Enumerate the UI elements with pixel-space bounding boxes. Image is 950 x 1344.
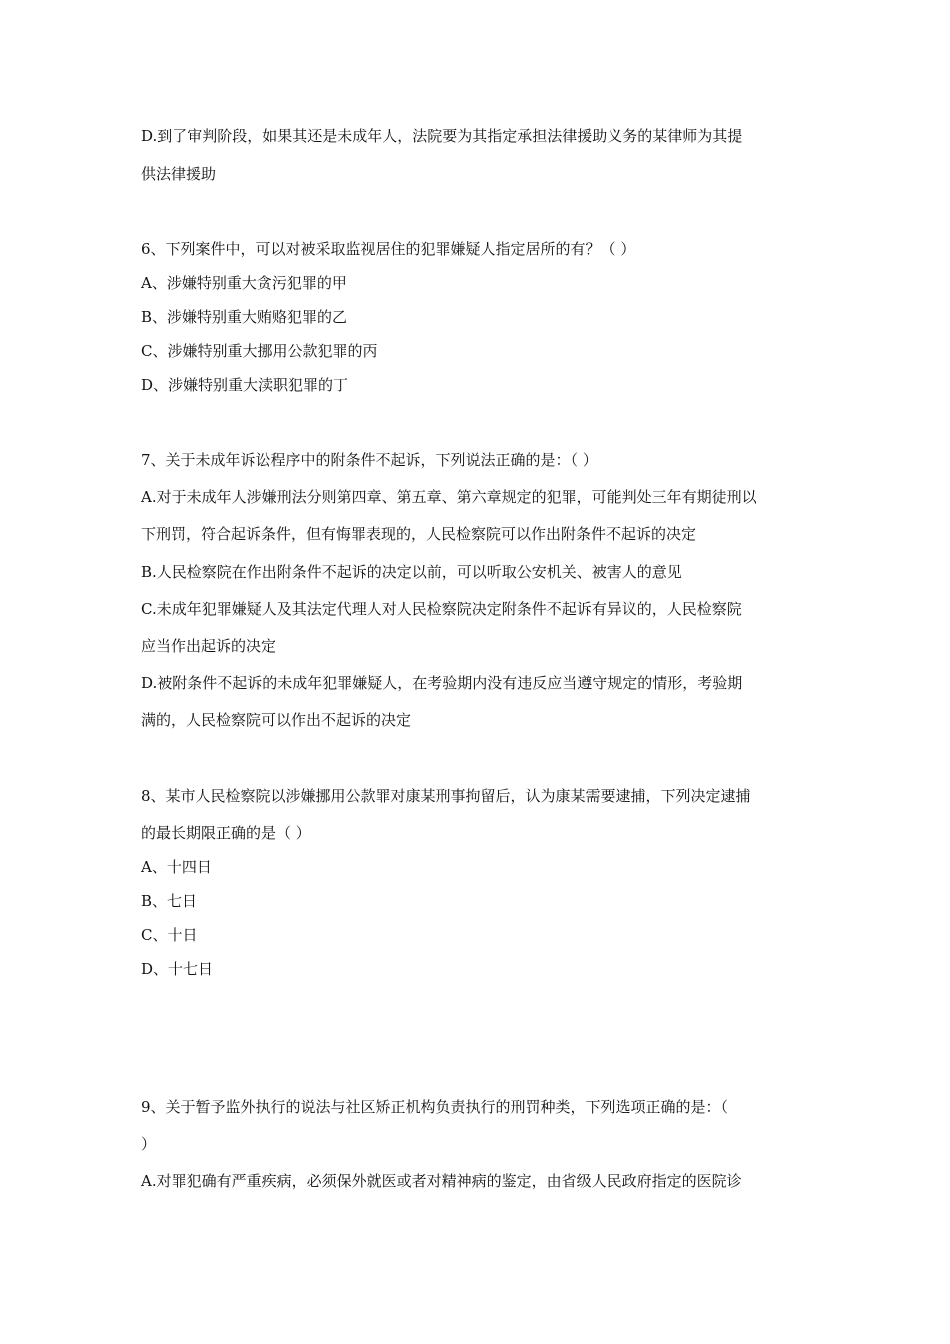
q8-stem-line2: 的最长期限正确的是（ ） xyxy=(141,824,311,842)
q8-option-c: C、十日 xyxy=(141,926,198,944)
q6-option-c: C、涉嫌特别重大挪用公款犯罪的丙 xyxy=(141,342,378,360)
q9-stem-line1: 9、关于暂予监外执行的说法与社区矫正机构负责执行的刑罚种类，下列选项正确的是：（ xyxy=(141,1098,729,1116)
q7-option-d-line1: D.被附条件不起诉的未成年犯罪嫌疑人，在考验期内没有违反应当遵守规定的情形，考验期 xyxy=(141,674,743,692)
q7-option-a-line1: A.对于未成年人涉嫌刑法分则第四章、第五章、第六章规定的犯罪，可能判处三年有期徒刑以 xyxy=(141,488,757,506)
q5-option-d-line1: D.到了审判阶段，如果其还是未成年人，法院要为其指定承担法律援助义务的某律师为其提 xyxy=(141,127,743,145)
q8-option-a: A、十四日 xyxy=(141,858,212,876)
q7-option-c-line1: C.未成年犯罪嫌疑人及其法定代理人对人民检察院决定附条件不起诉有异议的，人民检察院 xyxy=(141,600,742,618)
q6-option-b: B、涉嫌特别重大贿赂犯罪的乙 xyxy=(141,308,348,326)
q6-stem: 6、下列案件中，可以对被采取监视居住的犯罪嫌疑人指定居所的有？（ ） xyxy=(141,240,636,258)
q6-option-a: A、涉嫌特别重大贪污犯罪的甲 xyxy=(141,274,347,292)
q7-stem: 7、关于未成年诉讼程序中的附条件不起诉，下列说法正确的是：（ ） xyxy=(141,451,598,469)
q5-option-d-line2: 供法律援助 xyxy=(141,165,217,183)
q7-option-d-line2: 满的，人民检察院可以作出不起诉的决定 xyxy=(141,711,412,729)
q9-stem-line2: ） xyxy=(141,1135,157,1153)
q9-option-a-line1: A.对罪犯确有严重疾病，必须保外就医或者对精神病的鉴定，由省级人民政府指定的医院诊 xyxy=(141,1172,742,1190)
q8-stem-line1: 8、某市人民检察院以涉嫌挪用公款罪对康某刑事拘留后，认为康某需要逮捕，下列决定逮捕 xyxy=(141,787,751,805)
q7-option-b: B.人民检察院在作出附条件不起诉的决定以前，可以听取公安机关、被害人的意见 xyxy=(141,563,682,581)
q8-option-b: B、七日 xyxy=(141,892,198,910)
q6-option-d: D、涉嫌特别重大渎职犯罪的丁 xyxy=(141,376,349,394)
q8-option-d: D、十七日 xyxy=(141,960,214,978)
q7-option-c-line2: 应当作出起诉的决定 xyxy=(141,637,277,655)
q7-option-a-line2: 下刑罚，符合起诉条件，但有悔罪表现的，人民检察院可以作出附条件不起诉的决定 xyxy=(141,525,697,543)
